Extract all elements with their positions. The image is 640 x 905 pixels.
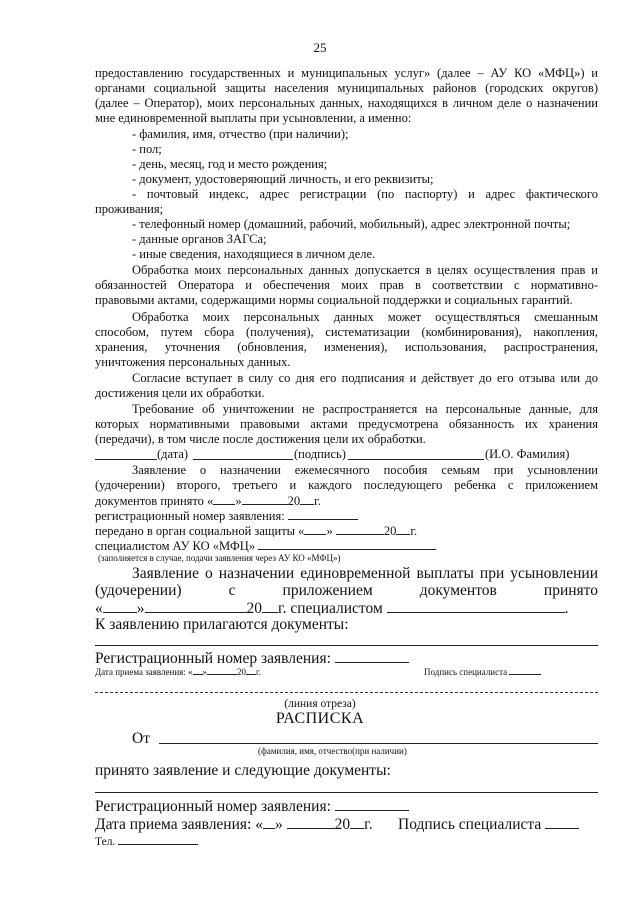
date-caption: (дата) xyxy=(157,447,189,461)
intro-line-3: (далее – Оператор), моих персональных данных, находящихся в личном деле о назначении xyxy=(95,96,598,110)
signature-blank[interactable] xyxy=(193,459,293,460)
list-item-continued: проживания; xyxy=(95,202,164,216)
receipt-from-label: От xyxy=(132,730,150,747)
intro-line-2: органами социальной защиты населения муниципальных районов (городских округов) xyxy=(95,81,598,95)
mfc-note: (заполняется в случае, подачи заявления через АУ КО «МФЦ») xyxy=(98,553,341,563)
intro-line-4: мне единовременной выплаты при усыновлении, а именно: xyxy=(95,111,412,125)
specialist-blank[interactable] xyxy=(258,538,436,550)
lump-sum-specialist-sign: Подпись специалиста xyxy=(424,666,541,678)
attached-docs-blank[interactable] xyxy=(95,645,598,646)
month-blank[interactable] xyxy=(287,815,335,829)
receipt-docs-blank[interactable] xyxy=(95,792,598,793)
day-blank[interactable] xyxy=(304,523,326,535)
intro-line-1: предоставлению государственных и муниципальных услуг» (далее – АУ КО «МФЦ») и xyxy=(95,66,598,80)
name-blank[interactable] xyxy=(348,459,484,460)
specialist-blank[interactable] xyxy=(387,599,565,613)
list-item: - фамилия, имя, отчество (при наличии); xyxy=(132,127,349,141)
month-blank[interactable] xyxy=(336,523,384,535)
receipt-from-hint: (фамилия, имя, отчество(при наличии) xyxy=(258,746,407,756)
paragraph-requirement: Требование об уничтожении не распространяется на персональные данные, для xyxy=(132,402,598,416)
reg-number-blank[interactable] xyxy=(288,508,358,520)
page-number: 25 xyxy=(313,40,327,55)
application-lump-sum-date: « » 20 г. специалистом . xyxy=(95,600,569,617)
year-blank[interactable] xyxy=(350,815,364,829)
application-monthly-reg: регистрационный номер заявления: xyxy=(95,508,358,524)
receipt-from-blank[interactable] xyxy=(159,743,598,744)
list-item: - документ, удостоверяющий личность, и его реквизиты; xyxy=(132,172,434,186)
list-item: - почтовый индекс, адрес регистрации (по паспорту) и адрес фактического xyxy=(132,187,598,201)
paragraph-processing: Обработка моих персональных данных допускается в целях осуществления прав и xyxy=(132,263,598,277)
attached-docs-label: К заявлению прилагаются документы: xyxy=(95,616,349,633)
cut-line-caption: (линия отреза) xyxy=(284,698,356,710)
reg-number-blank[interactable] xyxy=(335,649,409,663)
list-item: - телефонный номер (домашний, рабочий, мобильный), адрес электронной почты; xyxy=(132,217,571,231)
application-monthly-date: документов принято « » 20 г. xyxy=(95,494,321,508)
specialist-sign-blank[interactable] xyxy=(545,815,579,829)
paragraph-requirement: которых нормативными правовыми актами предусмотрена обязанность их хранения xyxy=(95,417,598,431)
paragraph-requirement: (передачи), в том числе после достижения цели их обработки. xyxy=(95,432,426,446)
day-blank[interactable] xyxy=(103,599,137,613)
application-monthly-text: Заявление о назначении ежемесячного пособия семьям при усыновлении xyxy=(132,463,598,477)
application-lump-sum-text: Заявление о назначении единовременной выплаты при усыновлении xyxy=(132,565,598,582)
lump-sum-date: Дата приема заявления: « » 20 г. xyxy=(95,667,261,677)
day-blank[interactable] xyxy=(193,666,203,675)
paragraph-method: уничтожения персональных данных. xyxy=(95,355,291,369)
tel-blank[interactable] xyxy=(118,833,198,845)
receipt-accepted-label: принято заявление и следующие документы: xyxy=(95,762,391,779)
specialist-sign-blank[interactable] xyxy=(509,666,541,675)
list-item: - данные органов ЗАГСа; xyxy=(132,232,267,246)
year-blank[interactable] xyxy=(246,666,256,675)
name-caption: (И.О. Фамилия) xyxy=(485,447,570,461)
application-monthly-specialist: специалистом АУ КО «МФЦ» xyxy=(95,538,436,554)
paragraph-consent: достижения цели их обработки. xyxy=(95,386,265,400)
list-item: - пол; xyxy=(132,142,162,156)
application-monthly-sent: передано в орган социальной защиты « » 20 г. xyxy=(95,524,418,538)
day-blank[interactable] xyxy=(213,493,235,505)
month-blank[interactable] xyxy=(242,493,288,505)
year-blank[interactable] xyxy=(262,599,278,613)
receipt-reg: Регистрационный номер заявления: xyxy=(95,797,409,816)
list-item: - день, месяц, год и место рождения; xyxy=(132,157,328,171)
paragraph-method: Обработка моих персональных данных может осуществляться смешанным xyxy=(132,310,598,324)
year-blank[interactable] xyxy=(396,523,410,535)
receipt-date: Дата приема заявления: « » 20 г. xyxy=(95,816,373,833)
receipt-specialist-sign: Подпись специалиста xyxy=(398,815,579,834)
date-blank[interactable] xyxy=(95,459,157,460)
application-lump-sum-text: (удочерении) с приложением документов принято xyxy=(95,582,598,599)
month-blank[interactable] xyxy=(145,599,247,613)
paragraph-method: способом, путем сбора (получения), систематизации (комбинирования), накопления, xyxy=(95,325,598,339)
list-item: - иные сведения, находящиеся в личном деле. xyxy=(132,247,376,261)
receipt-title: РАСПИСКА xyxy=(275,710,365,727)
paragraph-processing: правовыми актами, содержащими нормы социальной поддержки и социальных гарантий. xyxy=(95,293,573,307)
paragraph-processing: обязанностей Оператора и обеспечения моих прав в соответствии с нормативно- xyxy=(95,278,598,292)
signature-caption: (подпись) xyxy=(294,447,346,461)
day-blank[interactable] xyxy=(263,815,275,829)
month-blank[interactable] xyxy=(207,666,237,675)
reg-number-blank[interactable] xyxy=(335,797,409,811)
receipt-tel: Тел. xyxy=(95,833,198,849)
lump-sum-reg: Регистрационный номер заявления: xyxy=(95,649,409,668)
cut-line xyxy=(95,692,598,693)
year-blank[interactable] xyxy=(300,493,314,505)
paragraph-method: хранения, уточнения (обновления, изменения), использования, распространения, xyxy=(95,340,598,354)
application-monthly-text: (удочерении) второго, третьего и каждого последующего ребенка с приложением xyxy=(95,478,598,492)
paragraph-consent: Согласие вступает в силу со дня его подписания и действует до его отзыва или до xyxy=(132,371,598,385)
